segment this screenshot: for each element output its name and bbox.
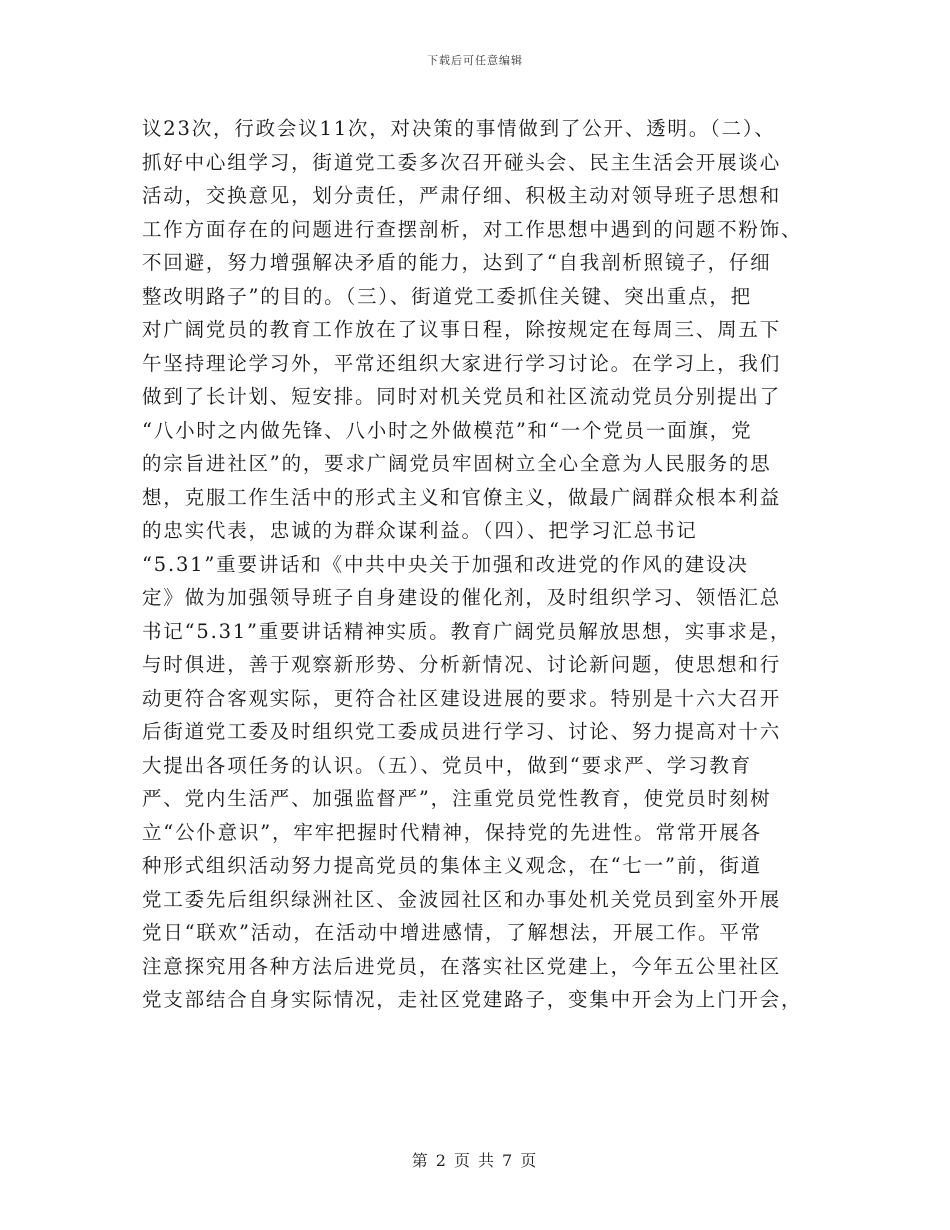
footer-total-unit: 页 <box>520 1151 539 1170</box>
body-line: 整改明路子”的目的。（三）、街道党工委抓住关键、突出重点，把 <box>142 284 752 308</box>
body-line: 党支部结合自身实际情况，走社区党建路子，变集中开会为上门开会， <box>142 988 803 1011</box>
body-line: 抓好中心组学习，街道党工委多次召开碰头会、民主生活会开展谈心 <box>142 150 782 174</box>
body-line: 严、党内生活严、加强监督严”，注重党员党性教育，使党员时刻树 <box>142 787 772 810</box>
body-line: 书记“5.31”重要讲话精神实质。教育广阔党员解放思想，实事求是， <box>142 619 792 643</box>
page-header: 下载后可任意编辑 <box>427 54 523 67</box>
body-line: “5.31”重要讲话和《中共中央关于加强和改进党的作风的建设决 <box>142 552 749 576</box>
body-line: 工作方面存在的问题进行查摆剖析，对工作思想中遇到的问题不粉饰、 <box>142 217 803 241</box>
body-line: 的宗旨进社区”的，要求广阔党员牢固树立全心全意为人民服务的思 <box>142 452 772 475</box>
footer-total-label: 共 <box>478 1151 497 1170</box>
body-line: 种形式组织活动努力提高党员的集体主义观念，在“七一”前，街道 <box>142 854 762 877</box>
footer-page-unit: 页 <box>453 1151 472 1170</box>
body-line: 做到了长计划、短安排。同时对机关党员和社区流动党员分别提出了 <box>142 385 782 408</box>
body-line: 想，克服工作生活中的形式主义和官僚主义，做最广阔群众根本利益 <box>142 485 782 509</box>
body-line: 大提出各项任务的认识。（五）、党员中，做到“要求严、学习教育 <box>142 753 752 777</box>
body-line: 午坚持理论学习外，平常还组织大家进行学习讨论。在学习上，我们 <box>142 351 782 375</box>
body-line: 活动，交换意见，划分责任，严肃仔细、积极主动对领导班子思想和 <box>142 184 782 207</box>
body-line: 党工委先后组织绿洲社区、金波园社区和办事处机关党员到室外开展 <box>142 887 782 911</box>
total-page-count: 7 <box>502 1151 515 1170</box>
body-line: 动更符合客观实际，更符合社区建设进展的要求。特别是十六大召开 <box>142 686 782 710</box>
body-line: 对广阔党员的教育工作放在了议事日程，除按规定在每周三、周五下 <box>142 318 782 341</box>
body-line: 议23次，行政会议11次，对决策的事情做到了公开、透明。（二）、 <box>142 117 776 140</box>
body-line: 注意探究用各种方法后进党员，在落实社区党建上，今年五公里社区 <box>142 954 782 978</box>
body-line: “八小时之内做先锋、八小时之外做模范”和“一个党员一面旗，党 <box>142 418 753 442</box>
body-line: 的忠实代表，忠诚的为群众谋利益。（四）、把学习汇总书记 <box>142 519 698 542</box>
body-line: 后街道党工委及时组织党工委成员进行学习、讨论、努力提高对十六 <box>142 720 782 743</box>
body-line: 立“公仆意识”，牢牢把握时代精神，保持党的先进性。常常开展各 <box>142 820 762 844</box>
current-page-number: 2 <box>435 1151 448 1170</box>
body-line: 不回避，努力增强解决矛盾的能力，达到了“自我剖析照镜子，仔细 <box>142 251 772 274</box>
body-line: 定》做为加强领导班子自身建设的催化剂，及时组织学习、领悟汇总 <box>142 586 782 609</box>
document-body <box>142 112 808 1017</box>
footer-page-label: 第 <box>411 1151 430 1170</box>
body-line: 党日“联欢”活动，在活动中增进感情，了解想法，开展工作。平常 <box>142 921 762 944</box>
body-line: 与时俱进，善于观察新形势、分析新情况、讨论新问题，使思想和行 <box>142 653 782 676</box>
page-footer <box>0 1148 950 1171</box>
